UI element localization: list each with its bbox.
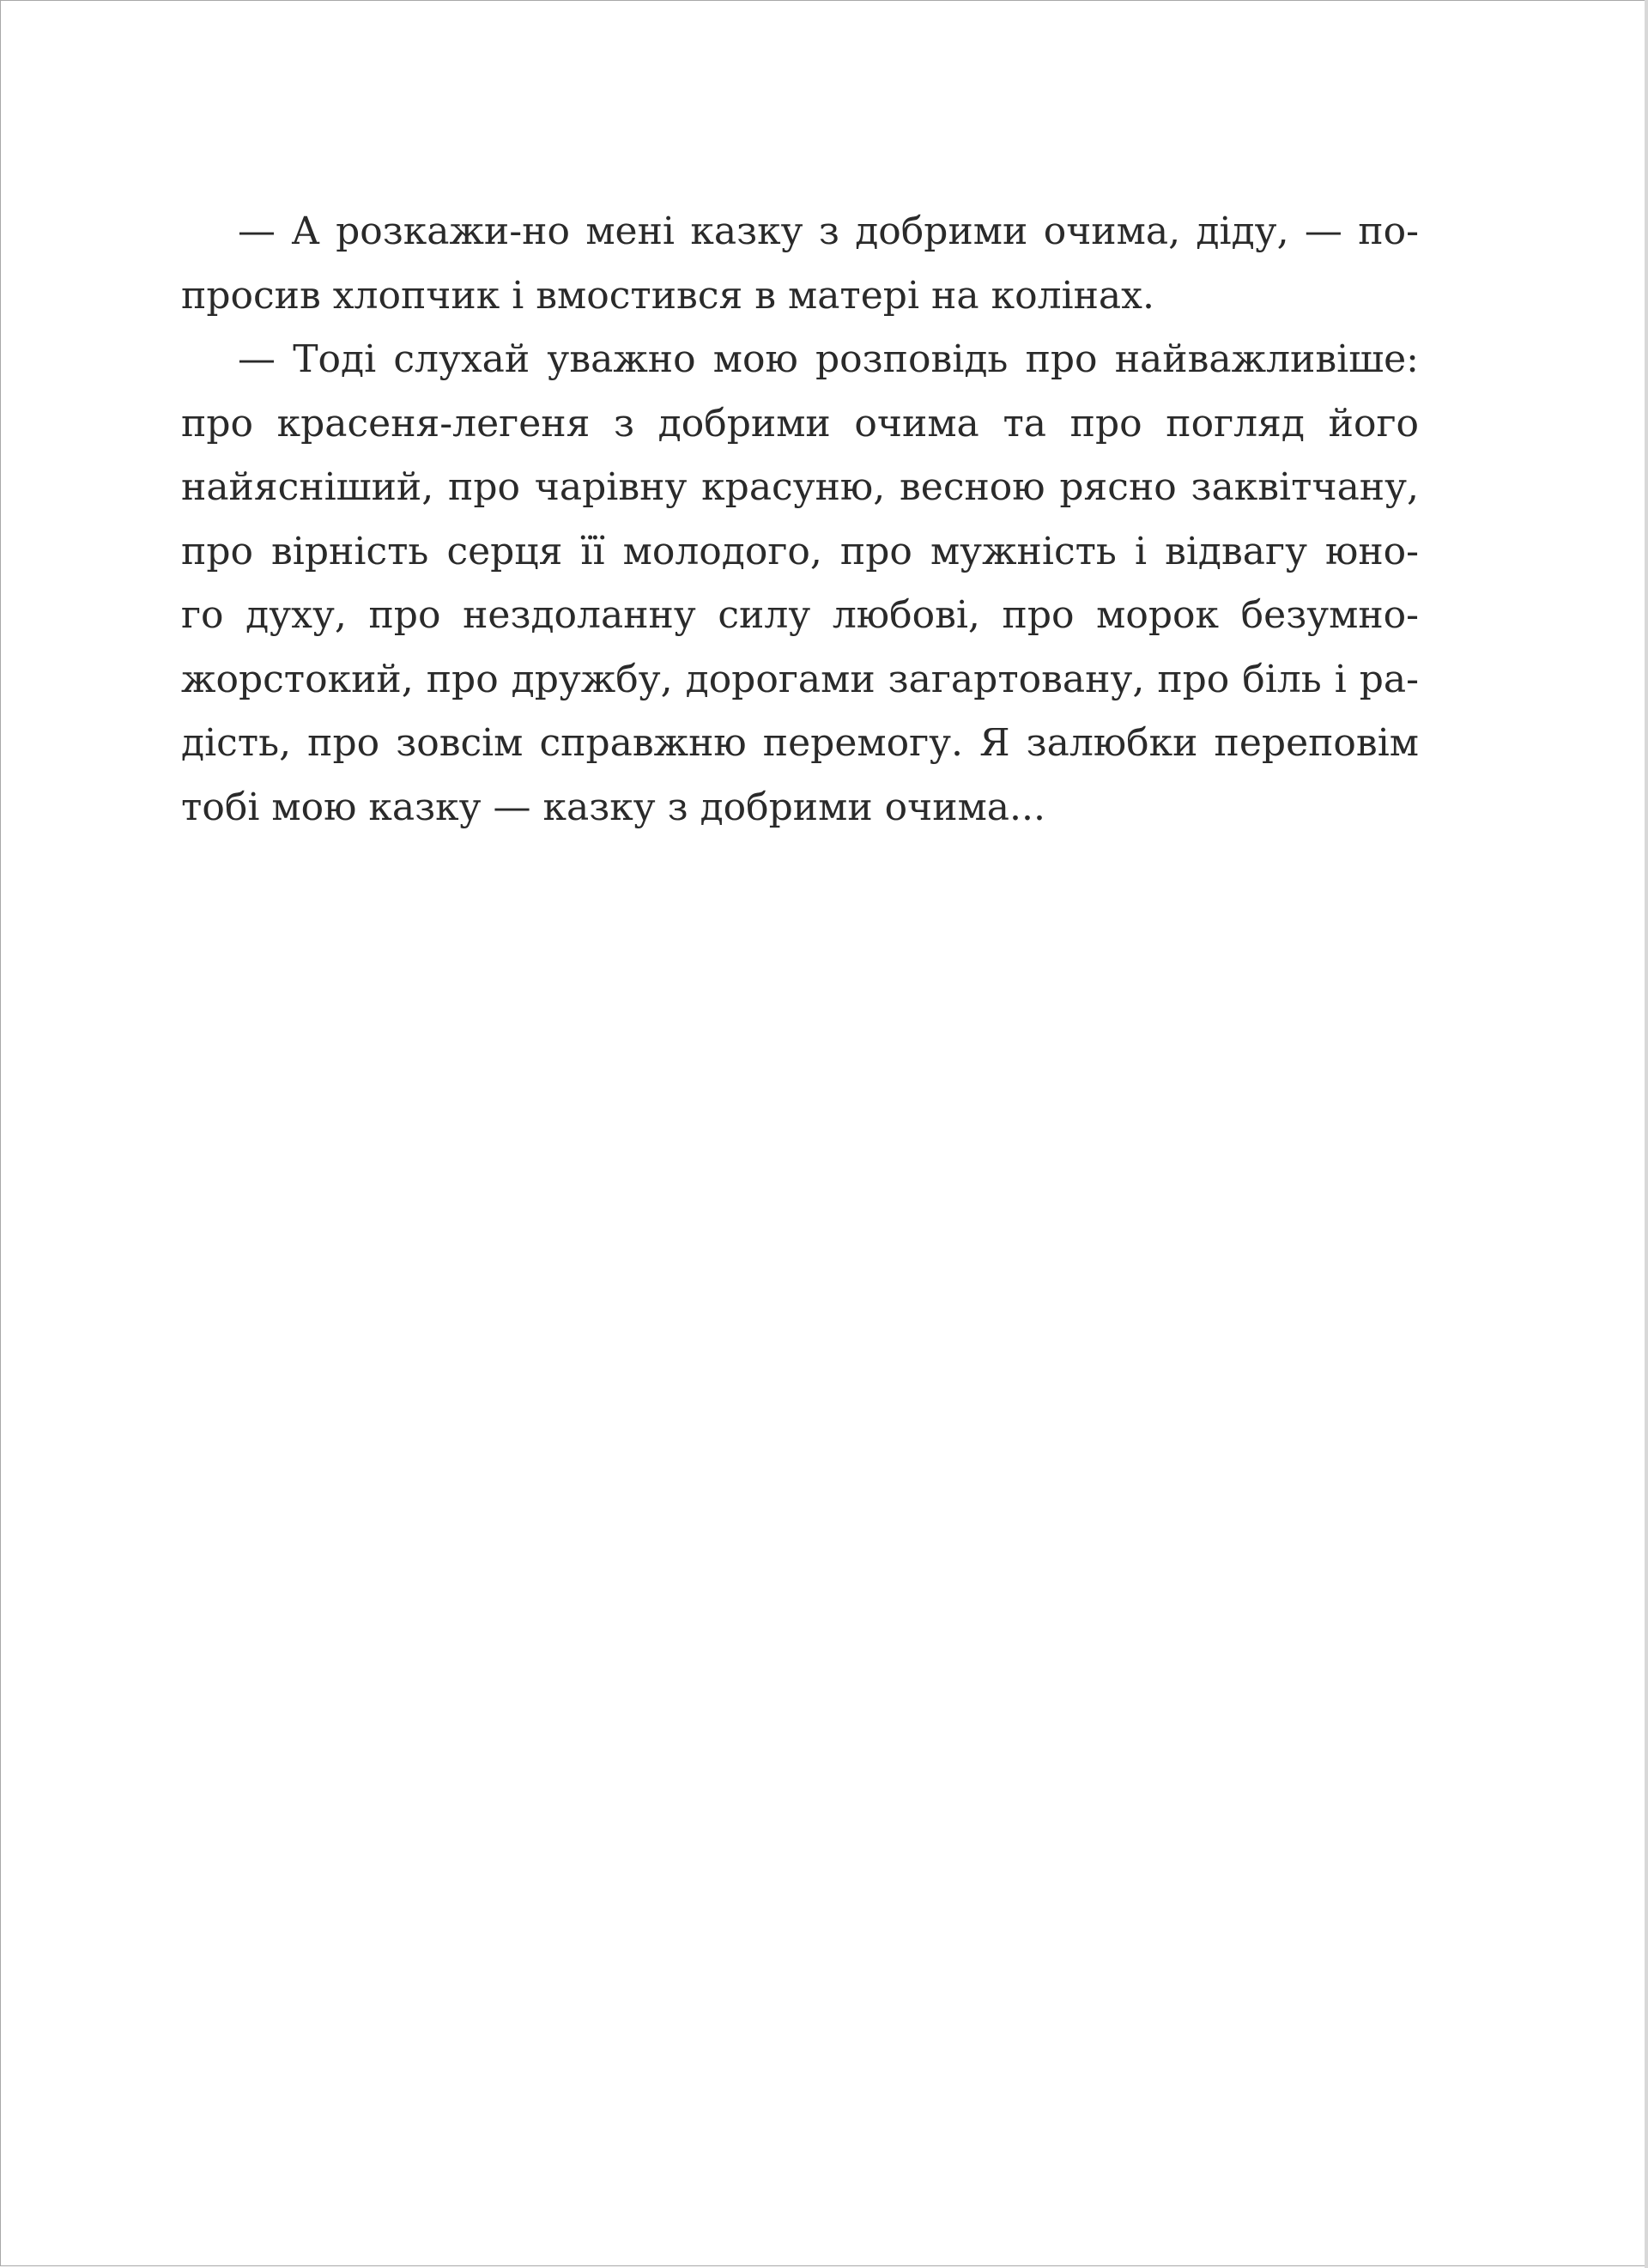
text-line: дість, про зовсім справжню перемогу. Я залюбки переповім <box>181 721 1419 765</box>
text-line: про красеня-легеня з добрими очима та про погляд його <box>181 401 1419 446</box>
text-line: го духу, про нездоланну силу любові, про морок безумно- <box>181 593 1419 637</box>
text-line: тобі мою казку — казку з добрими очима... <box>181 785 1045 829</box>
story-text <box>181 200 1419 840</box>
text-line: — А розкажи-но мені казку з добрими очима, діду, — по- <box>238 209 1419 253</box>
page-edge <box>1645 0 1648 2268</box>
paragraph-answer <box>181 328 1419 840</box>
paragraph-request <box>181 200 1419 328</box>
text-line: про вірність серця її молодого, про мужність і відвагу юно- <box>181 529 1419 573</box>
text-line: жорстокий, про дружбу, дорогами загартовану, про біль і ра- <box>181 657 1419 701</box>
text-line: — Тоді слухай уважно мою розповідь про найважливіше: <box>238 337 1419 381</box>
text-line: просив хлопчик і вмостився в матері на колінах. <box>181 273 1154 318</box>
text-line: найясніший, про чарівну красуню, весною рясно заквітчану, <box>181 465 1419 509</box>
